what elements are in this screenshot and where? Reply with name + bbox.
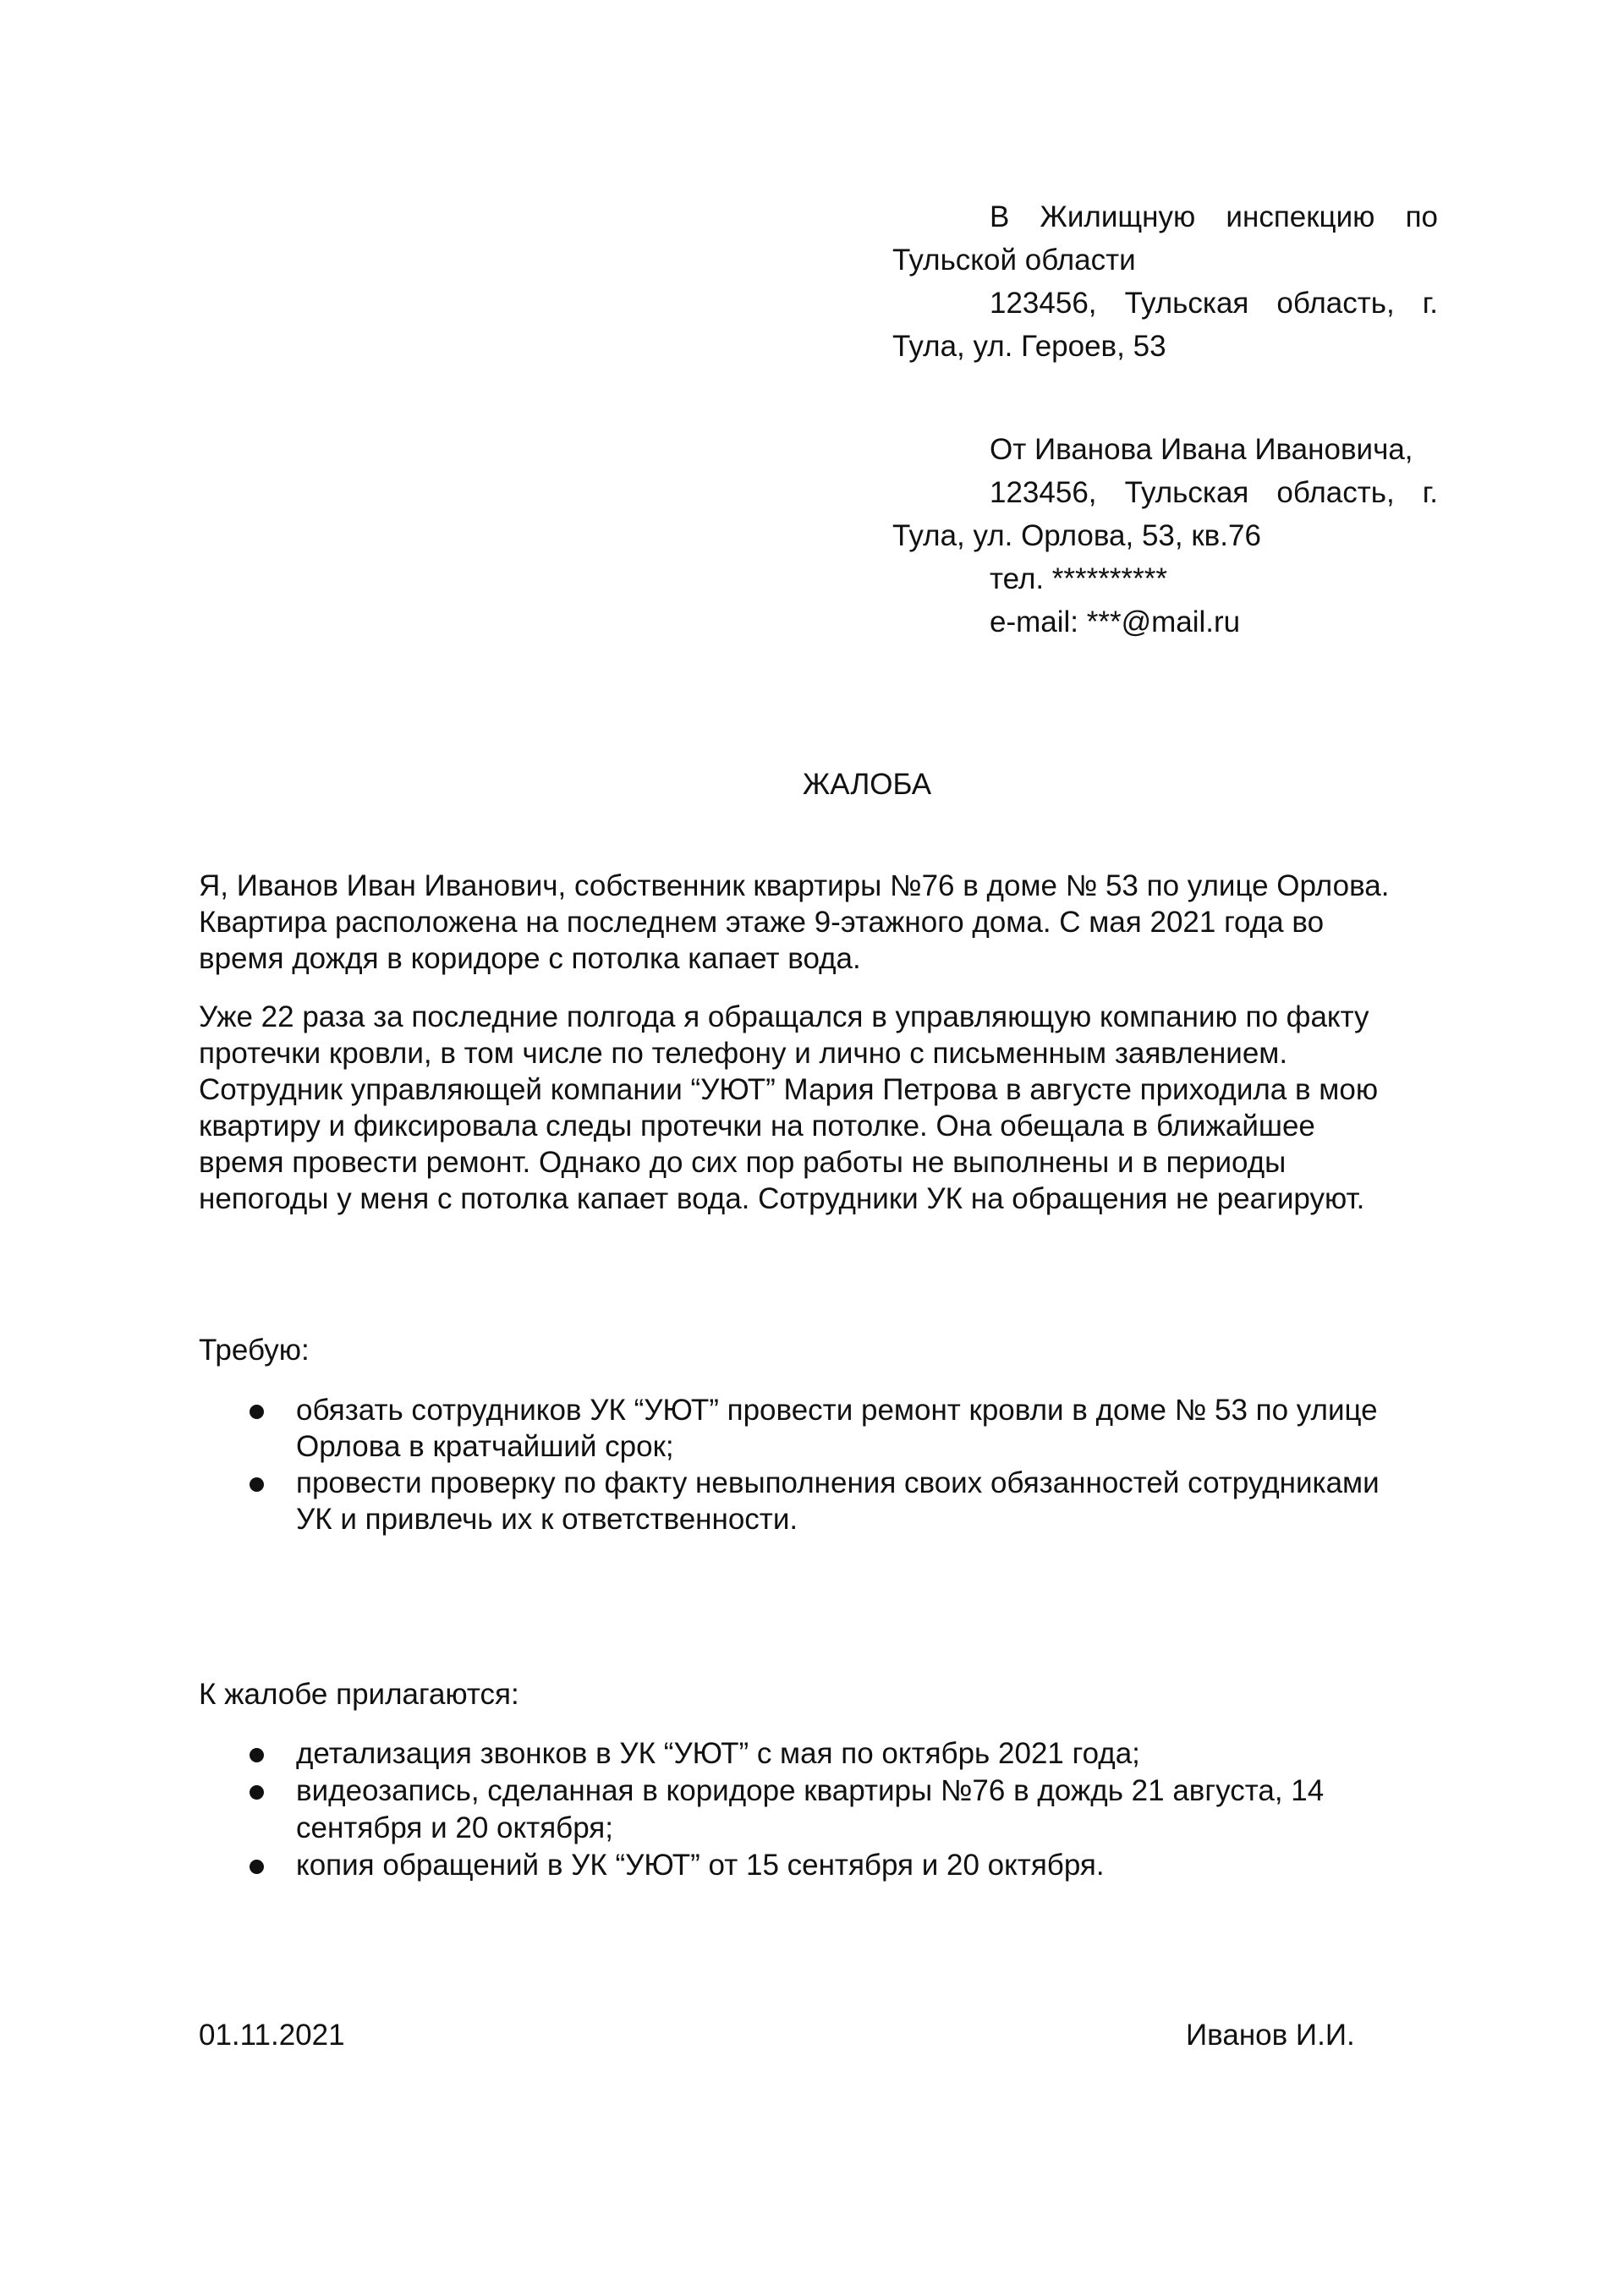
paragraph-line: протечки кровли, в том числе по телефону и лично с письменным заявлением.	[199, 1037, 1288, 1070]
bullet-icon	[250, 1860, 264, 1874]
sender-address-line: Тула, ул. Орлова, 53, кв.76	[892, 519, 1261, 552]
list-item-line: УК и привлечь их к ответственности.	[296, 1503, 798, 1536]
sender-name: От Иванова Ивана Ивановича,	[990, 433, 1413, 466]
attachments-list	[199, 1735, 1425, 1884]
list-item	[199, 1392, 1425, 1465]
addressee-line: В Жилищную инспекцию по	[990, 200, 1438, 233]
addressee-address-line: 123456, Тульская область, г.	[990, 287, 1438, 320]
attachments-label: К жалобе прилагаются:	[199, 1678, 519, 1711]
list-item-line: провести проверку по факту невыполнения своих обязанностей сотрудниками	[296, 1466, 1380, 1499]
addressee-line: Тульской области	[892, 244, 1136, 277]
sender-email: e-mail: ***@mail.ru	[990, 606, 1241, 638]
signature: Иванов И.И.	[1186, 2019, 1355, 2052]
bullet-icon	[250, 1748, 264, 1762]
bullet-icon	[250, 1785, 264, 1800]
list-item-line: видеозапись, сделанная в коридоре квартиры №76 в дождь 21 августа, 14	[296, 1774, 1325, 1807]
addressee-block	[892, 195, 1438, 368]
paragraph-line: Я, Иванов Иван Иванович, собственник квартиры №76 в доме № 53 по улице Орлова.	[199, 869, 1390, 902]
paragraph-line: Уже 22 раза за последние полгода я обращался в управляющую компанию по факту	[199, 1000, 1369, 1033]
list-item-line: копия обращений в УК “УЮТ” от 15 сентября и 20 октября.	[296, 1849, 1105, 1882]
list-item-line: детализация звонков в УК “УЮТ” с мая по октябрь 2021 года;	[296, 1737, 1140, 1770]
list-item	[199, 1847, 1425, 1884]
sender-phone: тел. **********	[990, 562, 1168, 595]
document-date: 01.11.2021	[199, 2019, 345, 2052]
paragraph-line: непогоды у меня с потолка капает вода. Сотрудники УК на обращения не реагируют.	[199, 1182, 1365, 1215]
paragraph-line: время дождя в коридоре с потолка капает вода.	[199, 942, 861, 975]
demands-list	[199, 1392, 1425, 1537]
paragraph-line: Сотрудник управляющей компании “УЮТ” Мария Петрова в августе приходила в мою	[199, 1073, 1379, 1106]
list-item	[199, 1773, 1425, 1847]
addressee-address-line: Тула, ул. Героев, 53	[892, 330, 1166, 363]
demands-label: Требую:	[199, 1334, 310, 1367]
paragraph-line: квартиру и фиксировала следы протечки на потолке. Она обещала в ближайшее	[199, 1110, 1315, 1143]
sender-address-line: 123456, Тульская область, г.	[990, 476, 1438, 509]
complaint-paragraph-1	[199, 868, 1425, 977]
sender-block	[892, 428, 1438, 644]
bullet-icon	[250, 1405, 264, 1419]
list-item-line: сентября и 20 октября;	[296, 1811, 613, 1844]
list-item-line: Орлова в кратчайший срок;	[296, 1430, 674, 1463]
list-item-line: обязать сотрудников УК “УЮТ” провести ремонт кровли в доме № 53 по улице	[296, 1394, 1378, 1427]
document-title: ЖАЛОБА	[802, 768, 932, 801]
complaint-paragraph-2	[199, 999, 1425, 1217]
paragraph-line: время провести ремонт. Однако до сих пор работы не выполнены и в периоды	[199, 1146, 1287, 1179]
bullet-icon	[250, 1477, 264, 1492]
paragraph-line: Квартира расположена на последнем этаже 9-этажного дома. С мая 2021 года во	[199, 906, 1325, 939]
list-item	[199, 1465, 1425, 1537]
list-item	[199, 1735, 1425, 1773]
